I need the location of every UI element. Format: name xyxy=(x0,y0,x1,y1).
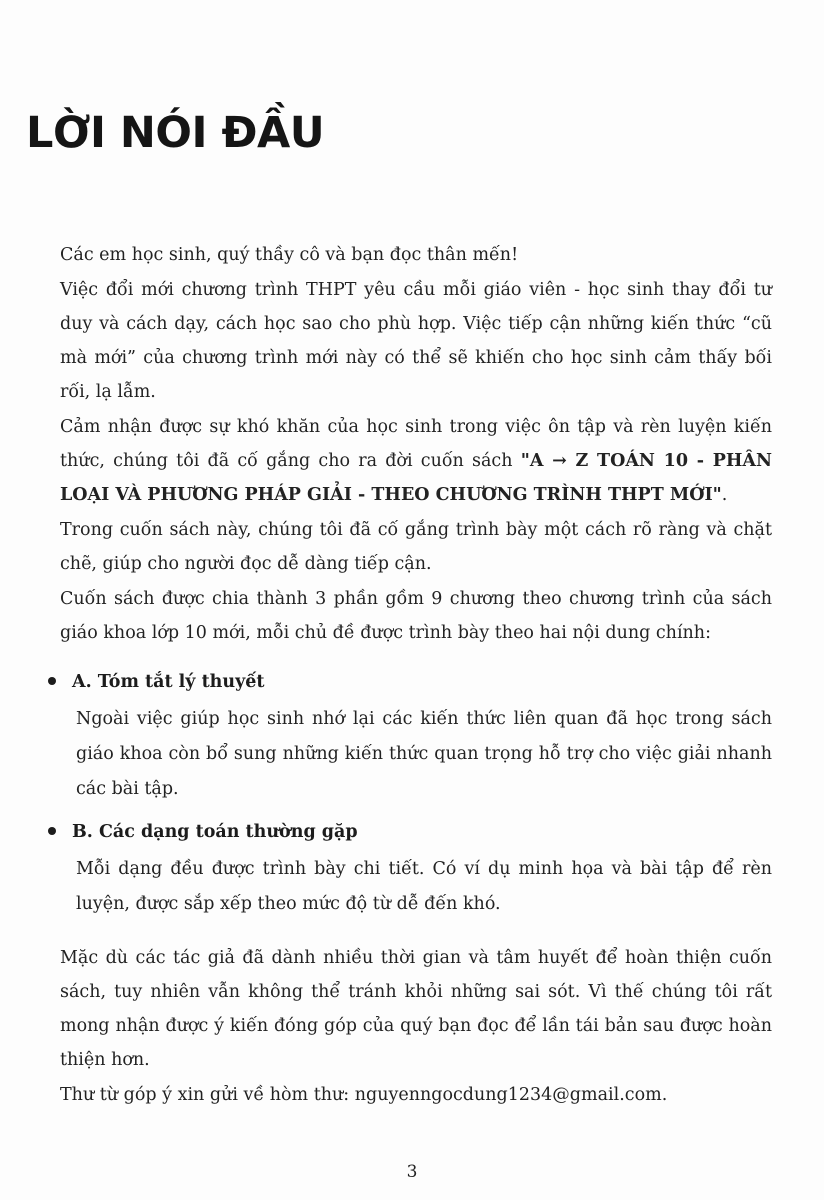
contact-paragraph: Thư từ góp ý xin gửi về hòm thư: nguyenngocdung1234@gmail.com. xyxy=(60,1085,668,1105)
paragraph-book-intro xyxy=(60,410,772,512)
paragraph-book-intro-text: Cảm nhận được sự khó khăn của học sinh trong việc ôn tập và rèn luyện kiến thức, chúng tôi đã cố gắng cho ra đời cuốn sách xyxy=(60,417,772,471)
section-b-body: Mỗi dạng đều được trình bày chi tiết. Có ví dụ minh họa và bài tập để rèn luyện, được sắp xếp theo mức độ từ dễ đến khó. xyxy=(76,859,772,914)
page-number: 3 xyxy=(406,1162,418,1182)
section-b-title: B. Các dạng toán thường gặp xyxy=(72,822,358,842)
intro-text-block xyxy=(60,238,772,650)
paragraph-book-intro-end: . xyxy=(721,485,728,505)
paragraph-structure: Cuốn sách được chia thành 3 phần gồm 9 chương theo chương trình của sách giáo khoa lớp 10 mới, mỗi chủ đề được trình bày theo hai nội dung chính: xyxy=(60,589,772,643)
book-title: "A → Z TOÁN 10 - PHÂN LOẠI VÀ PHƯƠNG PHÁP GIẢI - THEO CHƯƠNG TRÌNH THPT MỚI" xyxy=(60,451,772,505)
paragraph-curriculum: Việc đổi mới chương trình THPT yêu cầu mỗi giáo viên - học sinh thay đổi tư duy và cách dạy, cách học sao cho phù hợp. Việc tiếp cận những kiến thức “cũ mà mới” của chương trình mới này có thể sẽ khiến cho học sinh cảm thấy bối rối, lạ lẫm. xyxy=(60,280,772,402)
closing-text-block xyxy=(60,941,772,1112)
section-a-body: Ngoài việc giúp học sinh nhớ lại các kiến thức liên quan đã học trong sách giáo khoa còn bổ sung những kiến thức quan trọng hỗ trợ cho việc giải nhanh các bài tập. xyxy=(76,709,772,799)
paragraph-presentation: Trong cuốn sách này, chúng tôi đã cố gắng trình bày một cách rõ ràng và chặt chẽ, giúp cho người đọc dễ dàng tiếp cận. xyxy=(60,520,772,574)
bullet-icon xyxy=(48,677,56,685)
paragraph-apology: Mặc dù các tác giả đã dành nhiều thời gian và tâm huyết để hoàn thiện cuốn sách, tuy nhiên vẫn không thể tránh khỏi những sai sót. Vì thế chúng tôi rất mong nhận được ý kiến đóng góp của quý bạn đọc để lần tái bản sau được hoàn thiện hơn. xyxy=(60,948,772,1070)
section-a-heading xyxy=(48,672,264,692)
section-b-heading xyxy=(48,822,358,842)
page-title: LỜI NÓI ĐẦU xyxy=(26,108,325,158)
bullet-icon xyxy=(48,827,56,835)
section-a-title: A. Tóm tắt lý thuyết xyxy=(72,672,265,692)
greeting-paragraph: Các em học sinh, quý thầy cô và bạn đọc thân mến! xyxy=(60,245,519,265)
